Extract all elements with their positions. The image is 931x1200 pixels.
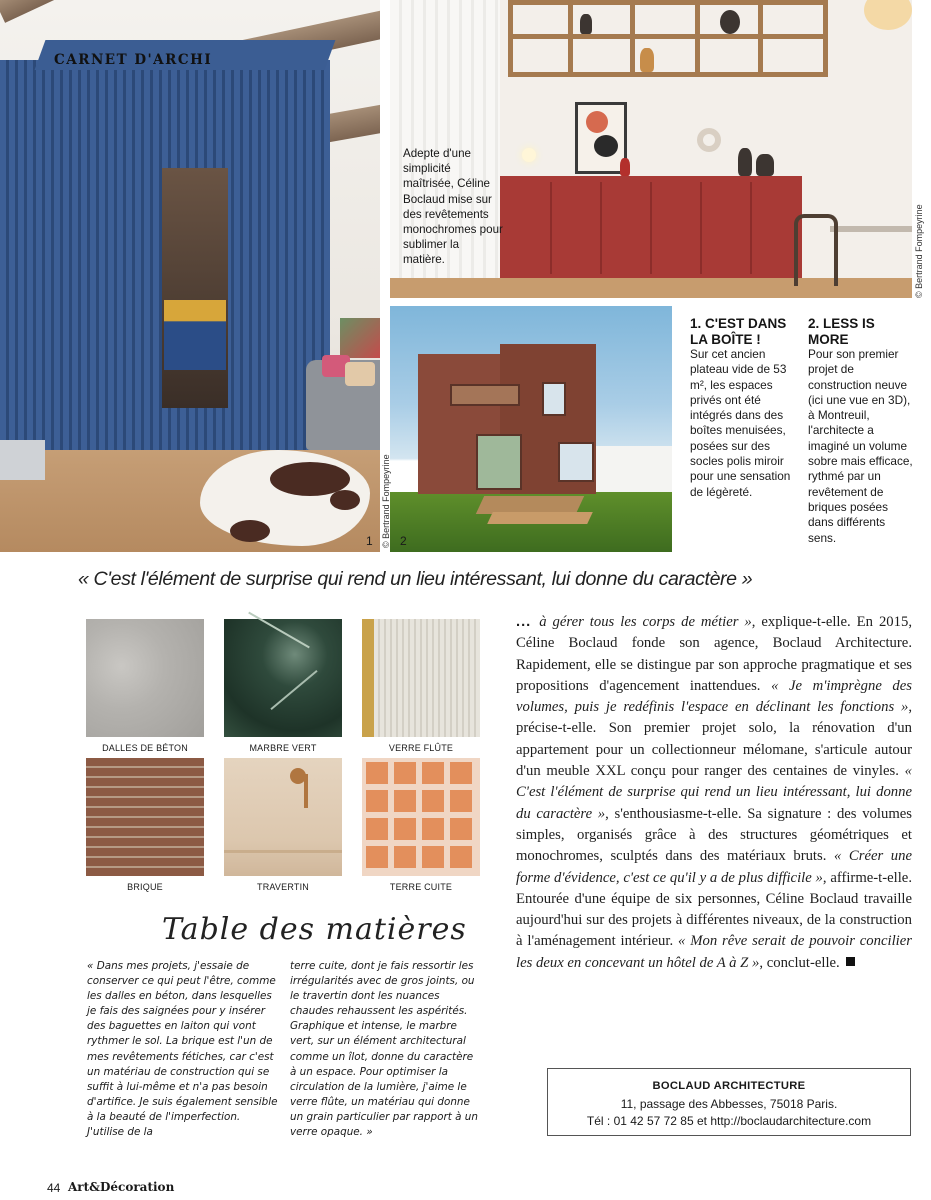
caption-1-body: Sur cet ancien plateau vide de 53 m², les espaces privés ont été intégrés dans des boîtes menuisées, posées sur des socles polis miroir pour une sensation de légèreté. [690,347,791,499]
photo-credit-house: © Bertrand Fompeyrine [381,454,391,548]
material-label-beton: DALLES DE BÉTON [102,743,188,753]
material-label-terre: TERRE CUITE [389,882,453,892]
address-name: BOCLAUD ARCHITECTURE [652,1080,806,1092]
material-swatch-brique [86,758,204,876]
rubric-title: CARNET D'ARCHI [54,52,213,68]
body-text-4: , affirme-t-elle. Entourée d'une équipe de six personnes, Céline Boclaud travaille aujourd'hui sur des projets à différentes niveaux, de la construction à l'aménagement intérieur. [516,869,912,950]
material-swatch-verre [362,619,480,737]
toc-column-1: « Dans mes projets, j'essaie de conserver ce qui peut l'être, comme les dalles en béton, dans lesquelles je fais des saignées pour y insérer des baguettes en laiton qui vont rythmer le sol. La brique est l'un de mes revêtements fétiches, car c'est un matériau de construction qui se suffit à lui-même et n'a pas besoin d'artifice. Je suis également sensible à la beauté de l'imperfection. J'utilise de la [87,960,278,1139]
photo-credit-top: © Bertrand Fompeyrine [914,204,924,298]
intro-caption: Adepte d'une simplicité maîtrisée, Céline Boclaud mise sur des revêtements monochromes pour sublimer la matière. [403,147,503,267]
lead-dots: ... [516,614,532,630]
address-street: 11, passage des Abbesses, 75018 Paris. [620,1097,838,1111]
body-text-5: , conclut-elle. [759,954,840,971]
body-quote-2: « Je m'imprègne des volumes, puis je redéfinis l'espace en déclinant les fonctions » [516,677,912,716]
photo-brick-house [390,306,672,552]
article-body [516,612,912,974]
photo-number-1: 1 [366,534,373,548]
toc-title: Table des matières [162,912,467,947]
material-label-brique: BRIQUE [127,882,163,892]
body-quote-5: « Mon rêve serait de pouvoir concilier les deux en concevant un hôtel de A à Z » [516,933,912,971]
photo-number-2: 2 [400,534,407,548]
caption-1 [690,316,794,500]
body-text-3: , s'enthousiasme-t-elle. Sa signature : des volumes simples, organisés grâce à des structures géométriques et monochromes, sculptés dans des matériaux bruts. [516,805,912,865]
address-contact: Tél : 01 42 57 72 85 et http://boclaudarchitecture.com [586,1114,872,1128]
address-box [547,1068,911,1136]
material-swatch-marbre [224,619,342,737]
material-label-marbre: MARBRE VERT [249,743,317,753]
toc-column-2: terre cuite, dont je fais ressortir les irrégularités avec de gros joints, ou le travertin dont les nuances chaudes rehaussent les aspérités. Graphique et intense, le marbre vert, sur un élément architectural comme un îlot, donne du caractère à un espace. Pour optimiser la circulation de la lumière, j'aime le verre flûte, un matériau qui donne un grain particulier par rapport à un verre opaque. » [290,960,478,1139]
body-quote-4: « Créer une forme d'évidence, c'est ce qu'il y a de plus difficile » [516,848,912,886]
body-quote-1: à gérer tous les corps de métier » [539,614,752,630]
magazine-name: Art&Décoration [68,1180,175,1194]
caption-2-title: 2. LESS IS MORE [808,316,875,347]
material-swatch-travertin [224,758,342,876]
material-swatch-terre [362,758,480,876]
material-swatch-beton [86,619,204,737]
caption-2-body: Pour son premier projet de construction neuve (ici une vue en 3D), à Montreuil, l'architecte a imaginé un volume sobre mais efficace, rythmé par un revêtement de briques posées dans différents sens. [808,347,913,545]
material-label-travertin: TRAVERTIN [257,882,309,892]
body-text-1: , explique-t-elle. En 2015, Céline Boclaud fonde son agence, Boclaud Architecture. Rapidement, elle se distingue par son approche pragmatique et ses propositions d'agencement inattendues. [516,614,912,694]
pull-quote: « C'est l'élément de surprise qui rend un lieu intéressant, lui donne du caractère » [78,568,753,590]
caption-2 [808,316,916,546]
material-label-verre: VERRE FLÛTE [388,743,454,753]
photo-blue-boxes [0,0,380,552]
end-mark [846,957,855,966]
body-text-2: , précise-t-elle. Son premier projet solo, la rénovation d'un appartement pour un collectionneur mélomane, s'articule autour d'un meuble XXL conçu pour ranger des centaines de vinyles. [516,699,912,780]
caption-1-title: 1. C'EST DANS LA BOÎTE ! [690,316,787,347]
body-quote-3: « C'est l'élément de surprise qui rend un lieu intéressant, lui donne du caractère » [516,763,912,822]
page-number: 44 [47,1181,61,1195]
